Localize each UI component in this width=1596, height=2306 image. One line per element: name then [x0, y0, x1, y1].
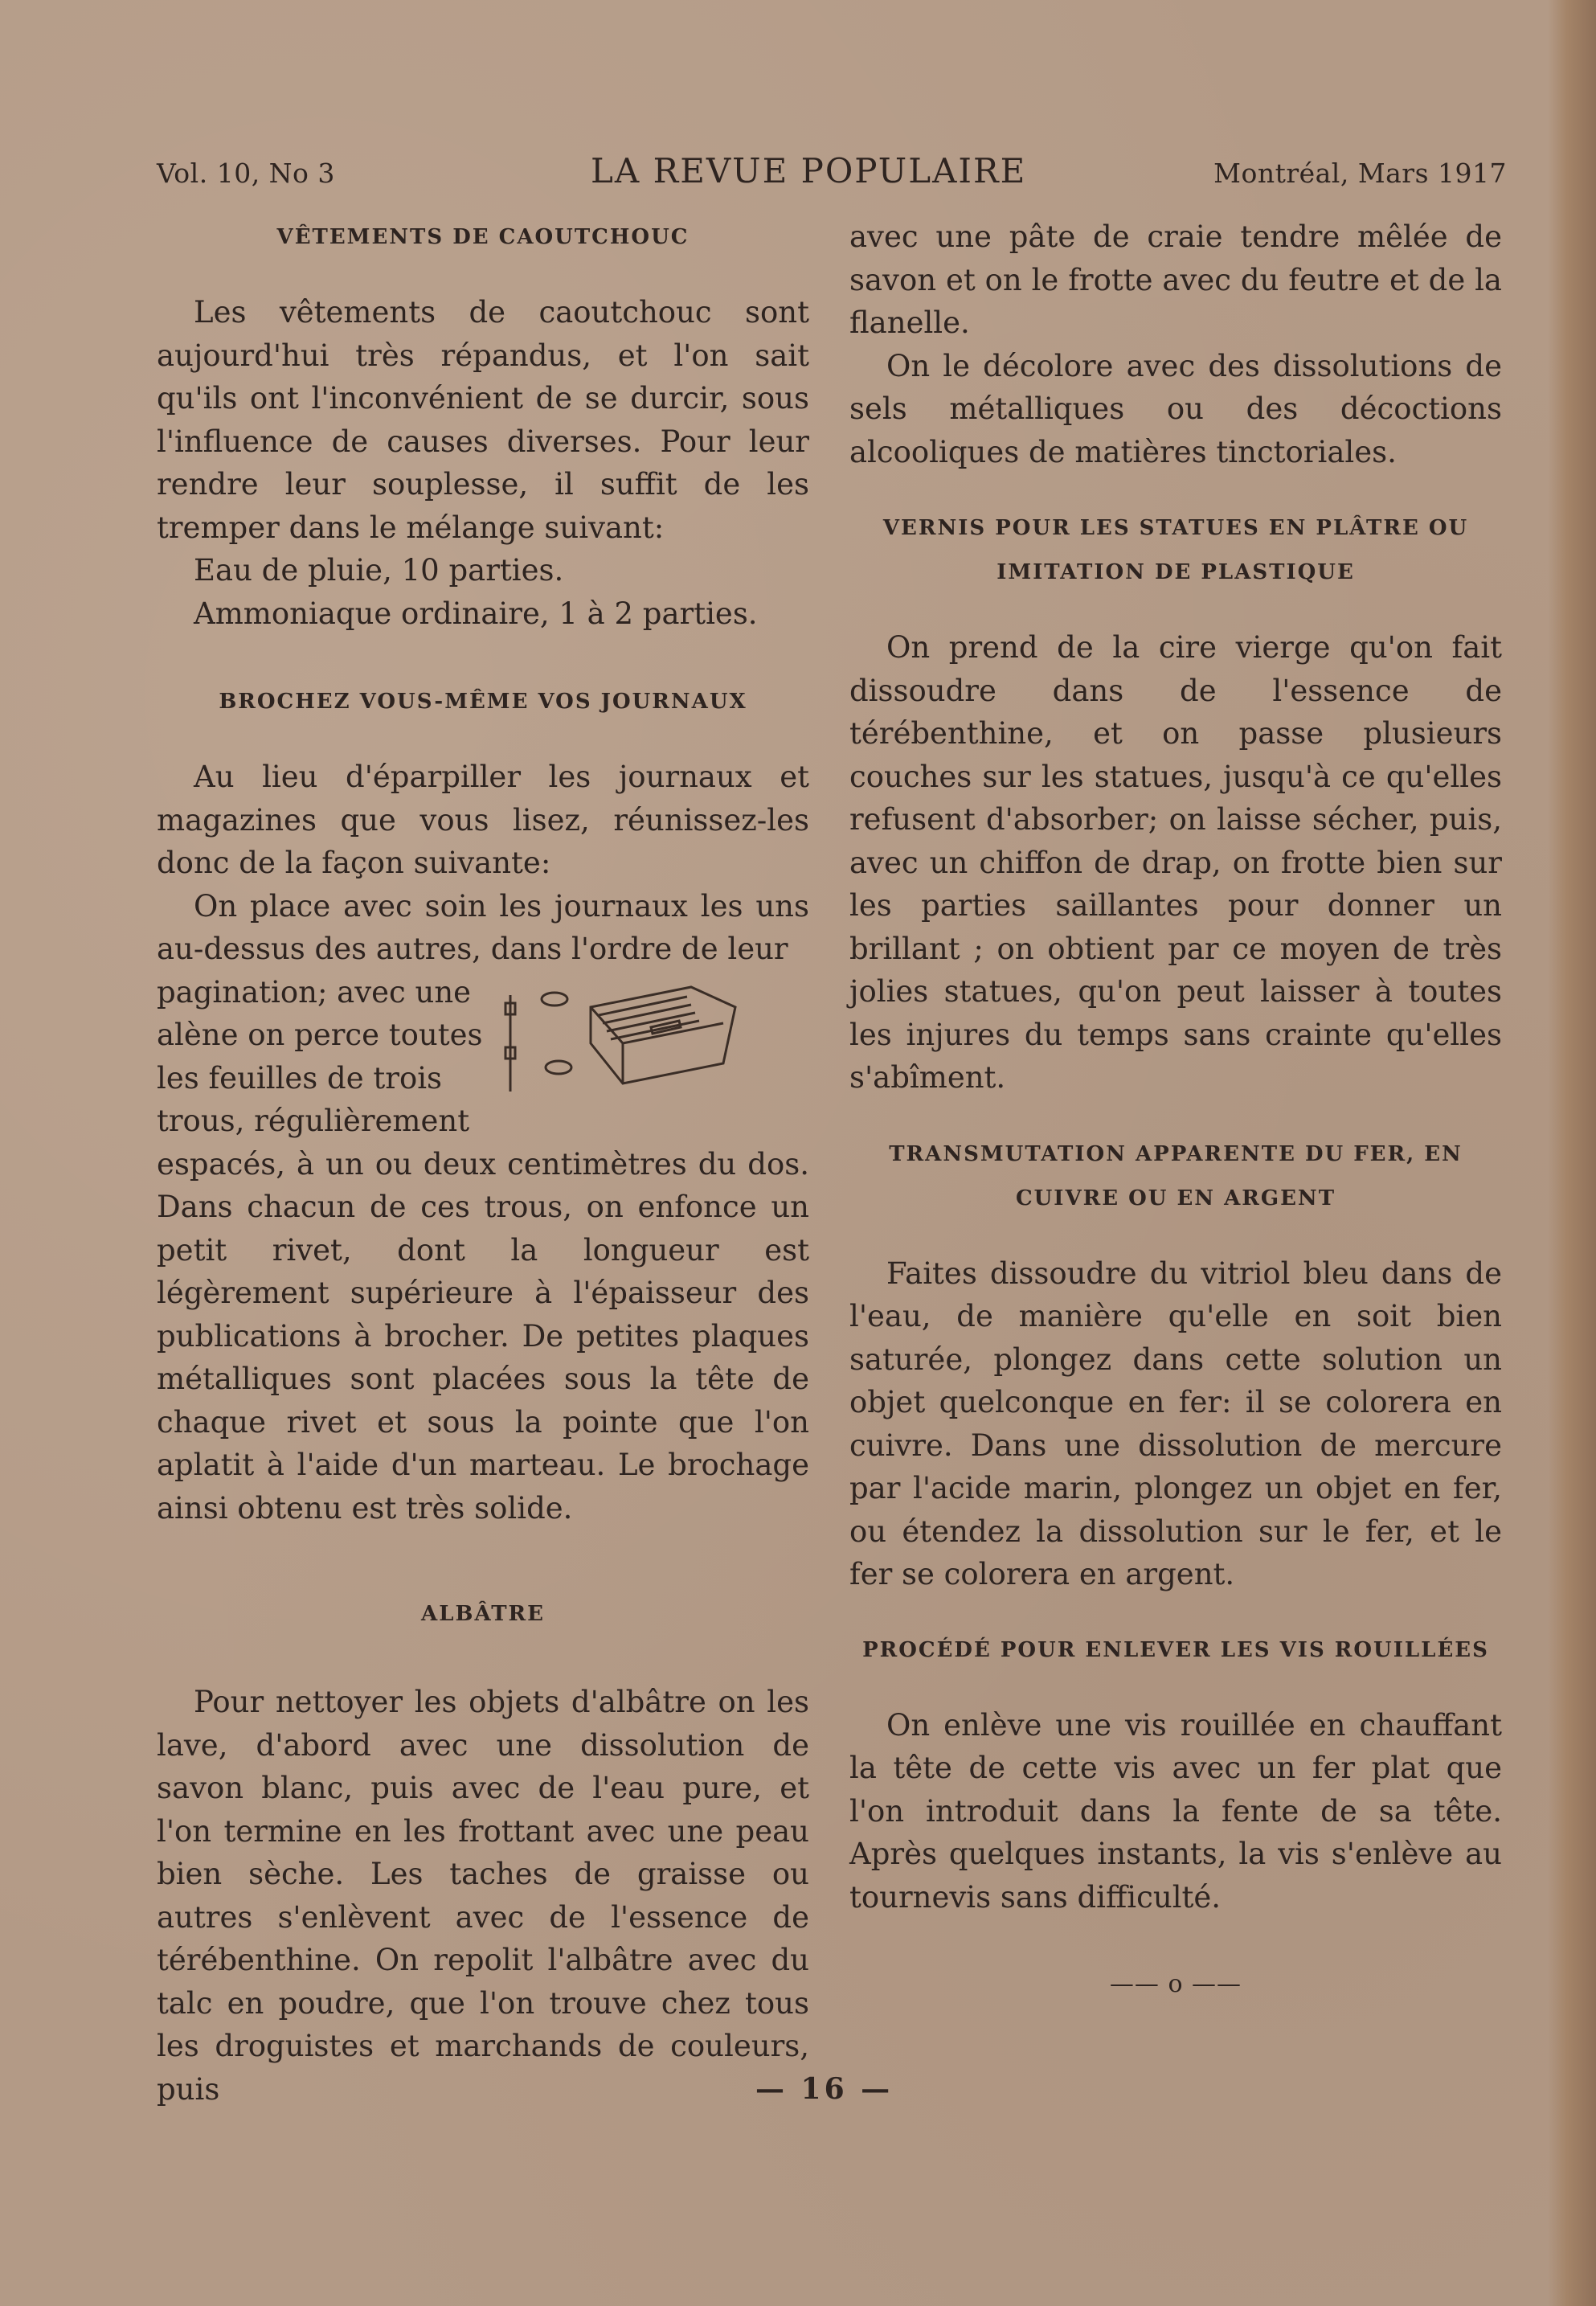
recipe-item-2: Ammoniaque ordinaire, 1 à 2 parties. — [194, 596, 758, 631]
page-edge — [1548, 0, 1596, 2306]
paragraph-brochez-2: On place avec soin les journaux les uns au-dessus des autres, dans l'ordre de leur — [157, 888, 809, 966]
place-date: Montréal, Mars 1917 — [1213, 158, 1507, 189]
paragraph-transmutation: Faites dissoudre du vitriol bleu dans de l'eau, de manière qu'elle en soit bien saturée, plongez dans cette solution un objet quelconque en fer: il se colorera en cuivre. Dans une dissolution de mercure par l'acide marin, plongez un objet en fer, ou étendez la dissolution sur le fer, et le fer se colorera en argent. — [849, 1255, 1502, 1591]
binding-illustration — [494, 971, 800, 1132]
paragraph-vernis: On prend de la cire vierge qu'on fait dissoudre dans de l'essence de térébenthine, et on passe plusieurs couches sur les statues, jusqu'à ce qu'elles refusent d'absorber; on laisse sécher, puis, avec un chiffon de drap, on frotte bien sur les parties saillantes pour donner un brillant ; on obtient par ce moyen de très jolies statues, qu'on peut laisser à toutes les injures du temps sans crainte qu'elles s'abîment. — [849, 630, 1502, 1095]
paragraph-vis-rouillees: On enlève une vis rouillée en chauffant la tête de cette vis avec un fer plat que l'on introduit dans la fente de sa tête. Après quelques instants, la vis s'enlève au tournevis sans difficulté. — [849, 1707, 1502, 1915]
figure-block — [157, 971, 809, 1143]
left-column — [157, 215, 809, 2111]
heading-vernis-line1: VERNIS POUR LES STATUES EN PLÂTRE OU — [882, 516, 1469, 540]
section-separator: —— o —— — [1109, 1970, 1242, 1998]
paragraph-vetements: Les vêtements de caoutchouc sont aujourd'hui très répandus, et l'on sait qu'ils ont l'inconvénient de se durcir, sous l'influence de causes diverses. Pour leur rendre leur souplesse, il suffit de les tremper dans le mélange suivant: — [157, 295, 809, 545]
heading-vernis-line2: IMITATION DE PLASTIQUE — [996, 560, 1355, 584]
heading-transmutation-line1: TRANSMUTATION APPARENTE DU FER, EN — [889, 1141, 1463, 1166]
paragraph-brochez-1: Au lieu d'éparpiller les journaux et magazines que vous lisez, réunissez-les donc de la façon suivante: — [157, 760, 809, 880]
heading-vetements: VÊTEMENTS DE CAOUTCHOUC — [276, 225, 690, 249]
paragraph-albatre-cont: avec une pâte de craie tendre mêlée de savon et on le frotte avec du feutre et de la flanelle. — [849, 219, 1502, 340]
paragraph-decolore: On le décolore avec des dissolutions de sels métalliques ou des décoctions alcooliques de matières tinctoriales. — [849, 348, 1502, 469]
page-number: — 16 — — [755, 2072, 894, 2106]
volume-number: Vol. 10, No 3 — [157, 158, 335, 189]
heading-vis-rouillees: PROCÉDÉ POUR ENLEVER LES VIS ROUILLÉES — [862, 1637, 1489, 1662]
right-column — [849, 215, 1502, 1998]
recipe-item-1: Eau de pluie, 10 parties. — [194, 553, 564, 588]
paragraph-albatre: Pour nettoyer les objets d'albâtre on les lave, d'abord avec une dissolution de savon blanc, puis avec de l'eau pure, et l'on termine en les frottant avec une peau bien sèche. Les taches de graisse ou autres s'enlèvent avec de l'essence de térébenthine. On repolit l'albâtre avec du talc en poudre, que l'on trouve chez tous les droguistes et marchands de couleurs, puis — [157, 1685, 809, 2107]
heading-transmutation-line2: CUIVRE OU EN ARGENT — [1015, 1186, 1336, 1210]
running-header — [157, 151, 1507, 199]
heading-brochez: BROCHEZ VOUS-MÊME VOS JOURNAUX — [219, 690, 747, 714]
journal-title: LA REVUE POPULAIRE — [591, 151, 1027, 190]
rivet-icons — [505, 987, 735, 1092]
figure-wrap-text: pagination; avec une alène on perce toutes les feuilles de trois trous, régulièrement — [157, 974, 483, 1138]
paragraph-brochez-3: espacés, à un ou deux centimètres du dos. Dans chacun de ces trous, on enfonce un petit rivet, dont la longueur est légèrement supérieure à l'épaisseur des publications à brocher. De petites plaques métalliques sont placées sous la tête de chaque rivet et sous la pointe que l'on aplatit à l'aide d'un marteau. Le brochage ainsi obtenu est très solide. — [157, 1146, 809, 1526]
heading-albatre: ALBÂTRE — [421, 1602, 545, 1626]
